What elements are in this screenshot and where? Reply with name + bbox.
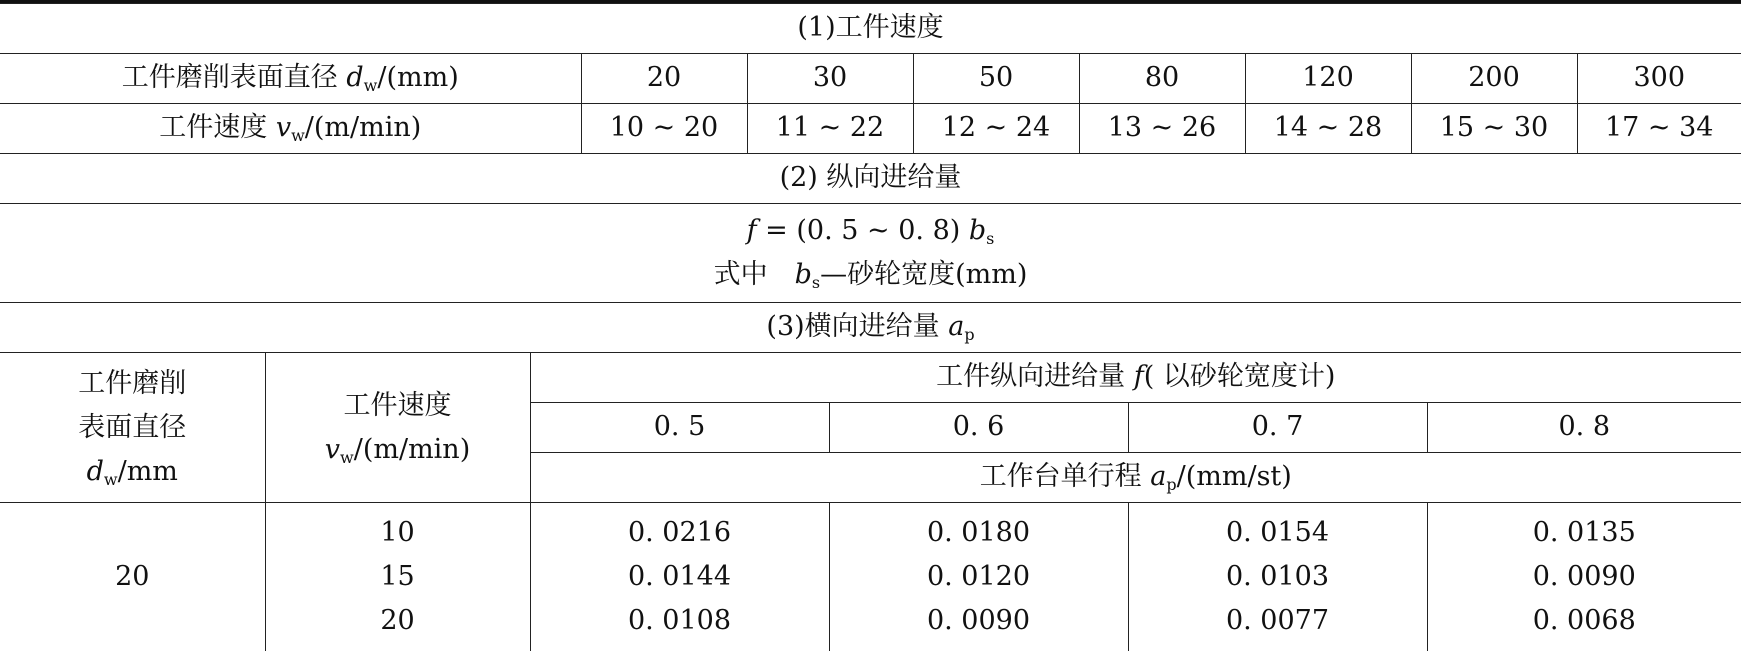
result-column-0.7: 0. 0154 0. 0103 0. 0077 [1128, 503, 1427, 651]
speed-list: 10 15 20 [265, 503, 530, 651]
speed-value: 14 ~ 28 [1245, 104, 1411, 154]
result-column-0.6: 0. 0180 0. 0120 0. 0090 [829, 503, 1128, 651]
feed-value: 0. 6 [829, 403, 1128, 453]
speed-value: 13 ~ 26 [1079, 104, 1245, 154]
group-diameter: 20 [0, 503, 265, 651]
section2-table [0, 154, 1741, 353]
section2-formula-cell [0, 204, 1741, 303]
section1-title: (1)工件速度 [0, 4, 1741, 54]
speed-value: 15 ~ 30 [1411, 104, 1577, 154]
diameter-value: 80 [1079, 54, 1245, 104]
speed-value: 17 ~ 34 [1577, 104, 1741, 154]
speed-row [0, 104, 1741, 154]
diameter-value: 120 [1245, 54, 1411, 104]
feed-value: 0. 7 [1128, 403, 1427, 453]
section3-title: (3)横向进给量 $a_p$ [0, 303, 1741, 353]
speed-value: 12 ~ 24 [913, 104, 1079, 154]
result-header: 工作台单行程 $a_p/(mm/st)$ [530, 453, 1741, 503]
diameter-value: 20 [581, 54, 747, 104]
col-header-speed: 工件速度 $v_w/(m/\min)$ [265, 353, 530, 503]
speed-label: 工件速度 $v_w/(m/\min)$ [0, 104, 581, 154]
result-column-0.5: 0. 0216 0. 0144 0. 0108 [530, 503, 829, 651]
diameter-value: 200 [1411, 54, 1577, 104]
diameter-value: 30 [747, 54, 913, 104]
diameter-label: 工件磨削表面直径 $d_w/(mm)$ [0, 54, 581, 104]
feed-header: 工件纵向进给量 f( 以砂轮宽度计) [530, 353, 1741, 403]
feed-value: 0. 8 [1427, 403, 1741, 453]
diameter-value: 50 [913, 54, 1079, 104]
diameter-value: 300 [1577, 54, 1741, 104]
speed-value: 10 ~ 20 [581, 104, 747, 154]
section3-table [0, 353, 1741, 651]
formula-note: 式中 $b_s—$砂轮宽度(mm) [713, 259, 1028, 292]
diameter-row [0, 54, 1741, 104]
result-column-0.8: 0. 0135 0. 0090 0. 0068 [1427, 503, 1741, 651]
section2-title: (2) 纵向进给量 [0, 154, 1741, 204]
feed-value: 0. 5 [530, 403, 829, 453]
table-row [0, 503, 1741, 651]
col-header-diameter: 工件磨削 表面直径 $d_w/mm$ [0, 353, 265, 503]
formula-line: f = (0. 5 ~ 0. 8) $b_s$ [746, 215, 995, 248]
speed-value: 11 ~ 22 [747, 104, 913, 154]
section1-table [0, 3, 1741, 154]
